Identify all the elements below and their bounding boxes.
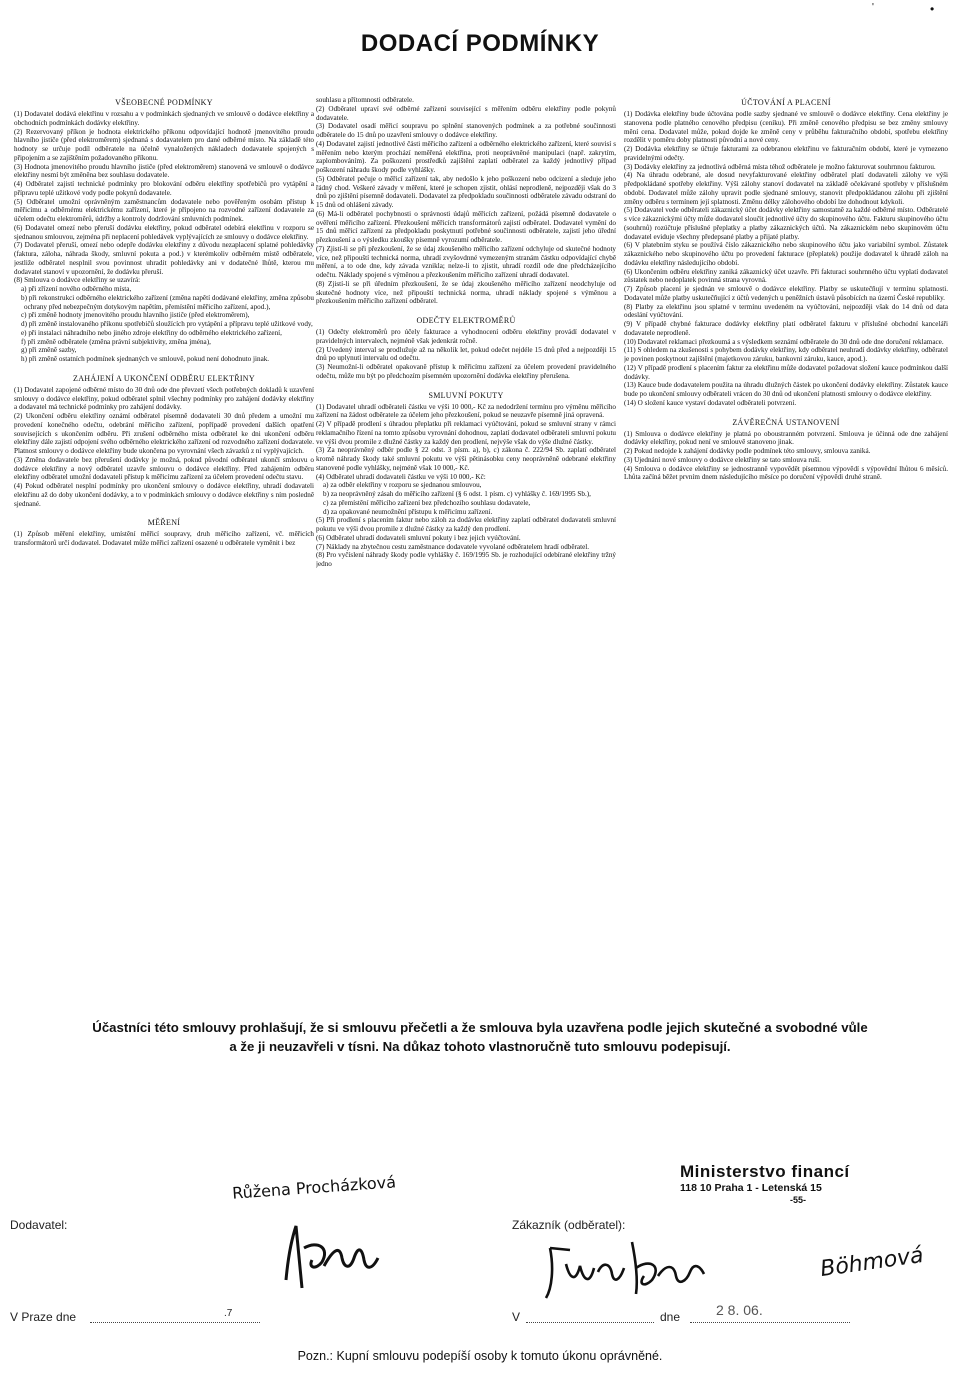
customer-label: Zákazník (odběratel): (512, 1218, 626, 1232)
paragraph: (2) Uvedený interval se prodlužuje až na několik let, pokud odečet nejdéle 15 dnů před a nejpozději 15 dnů po uplynutí intervalu od odečtu. (316, 345, 616, 363)
section-title-final: ZÁVĚREČNÁ USTANOVENÍ (732, 417, 840, 427)
paragraph: (3) Změna dodavatele bez přerušení dodávky je možná, pokud původní odběratel ukončí smlouvu o dodávce elektřiny a nový odběratel uzavře smlouvu o dodávce elektřiny. Před zahájením odběru elektřiny odběratel umožní dodavateli přístup k měřicímu zařízení za účelem provedení odečtu stavu. (14, 455, 314, 482)
declaration-line-2: a že ji neuzavřeli v tísni. Na důkaz tohoto vlastnoručně tuto smlouvu podepisují. (229, 1039, 731, 1054)
stamp-line-3: -55- (790, 1195, 807, 1205)
list-item: g) při změně sazby, (21, 346, 77, 355)
paragraph: souhlasu a přítomnosti odběratele. (316, 96, 414, 104)
corner-mark-2: • (930, 2, 935, 16)
list-item: c) při změně hodnoty jmenovitého proudu hlavního jističe (před elektroměrem), (21, 311, 250, 320)
paragraph: (14) O složení kauce vystaví dodavatel odběrateli potvrzení. (624, 398, 797, 407)
section-title-measuring: MĚŘENÍ (147, 518, 181, 528)
paragraph: (4) Odběratel uhradí dodavateli částku ve výši 10 000,- Kč: (316, 472, 486, 481)
place-label-right: V (512, 1310, 521, 1324)
paragraph: (3) Hodnota jmenovitého proudu hlavního jističe (před elektroměrem) stanovená ve smlouvě o dodávce elektřiny nesmí být změněna bez souhlasu dodavatele. (14, 162, 314, 180)
section-title-billing: ÚČTOVÁNÍ A PLACENÍ (741, 98, 831, 107)
paragraph: (1) Dodávka elektřiny bude účtována podle sazby sjednané ve smlouvě o dodávce elektřiny. Cena elektřiny je stanovena podle platného cenového předpisu (ceníku). Při změně cenového předpisu se bez změny smlouvy mění cena. Dodavatel může, pokud dojde ke změně ceny v průběhu fakturačního období, spotřebu elektřiny rozdělit v poměru doby platnosti původní a nové ceny. (624, 110, 948, 145)
paragraph: (5) Odběratel pečuje o měřicí zařízení tak, aby nedošlo k jeho poškození nebo odcizení a sleduje jeho řádný chod. Veškeré závady v měření, které je schopen zjistit, ohlásí neprodleně, nejpozději však do 3 dnů po zjištění písemně dodavateli. Dodavatel za předpokladu součinnosti odběratele závadu odstraní do 15 dnů od ohlášení závady. (316, 174, 616, 209)
corner-mark-1: ' (872, 2, 874, 13)
customer-signature (540, 1228, 710, 1308)
paragraph: (1) Způsob měření elektřiny, umístění měřicí soupravy, druh měřicího zařízení, vč. měřicích transformátorů určí dodavatel. Dodavatel může měřicí zařízení osazené u odběratele vyměnit i bez (14, 530, 314, 547)
paragraph: (13) Kauce bude dodavatelem použita na úhradu dlužných částek po ukončení dodávky elektřiny. Zůstatek kauce bude po ukončení smlouvy odběrateli vrácen do 30 dnů od ukončení platnosti smlouvy o dodávce elektřiny. (624, 381, 948, 398)
declaration-line-1: Účastníci této smlouvy prohlašují, že si smlouvu přečetli a že smlouva byla uzavřena podle jejich skutečné a svobodné vůle (92, 1020, 868, 1035)
list-item: e) při instalaci náhradního nebo jiného zdroje elektřiny do odběrného elektrického zařízení, (21, 328, 282, 337)
paragraph: (4) Smlouva o dodávce elektřiny se jednostranně vypovědět písemnou výpovědí s výpovědní lhůtou 6 měsíců. Lhůta začíná běžet prvním dnem následujícího měsíce po doručení výpovědi druhé straně. (624, 464, 948, 482)
paragraph: (2) Ukončení odběru elektřiny oznámí odběratel písemně dodavateli 30 dnů předem a umožní mu provedení konečného odečtu, odebrání měřicího zařízení, popřípadě provedení dalších opatření souvisejících s ukončením odběru. Při zrušení odběrného místa odběratel ke dni ukončení odběru elektřiny dále zajistí odpojení svého odběrného elektrického zařízení od rozvodného zařízení dodavatele. Platnost smlouvy o dodávce elektřiny bude ukončena po vyrovnání všech závazků z ní vyplývajících. (14, 412, 314, 455)
paragraph: (8) Pro vyčíslení náhrady škody podle vyhlášky č. 169/1995 Sb. je rozhodující odebírané elektřiny tržný jedno (316, 551, 616, 568)
list-item: f) při změně odběratele (změna právní subjektivity, změna jména), (21, 337, 211, 346)
paragraph: (4) Dodavatel zajistí jednotlivé části měřicího zařízení a odběrného elektrického zařízení, které souvisí s měřením nebo kterým prochází neměřená elektřina, proti neoprávněné manipulaci (např. zakrytím, zaplombováním). Za poškození prostředků zajištění zaplatí odběratel za každý jednotlivý případ poškození náhradu škody podle vyhlášky. (316, 139, 616, 174)
paragraph: (7) Zjistí-li se při přezkoušení, že se údaj zkoušeného měřicího zařízení odchyluje od skutečné hodnoty více, než připouští technická norma, uhradí zvyšovdnné vymezeným stranám částku odpovídající chybě měření, a to ode dne, kdy závada vznikla; nelze-li to zjistit, uhradí rozdíl ode dne předcházejícího odečtu. Náklady spojené s výměnou a přezkoušením měřicího zařízení uhradí dodavatel. (316, 244, 616, 279)
paragraph: (6) Odběratel uhradí dodavateli smluvní pokuty i bez jejich vyúčtování. (316, 533, 521, 542)
paragraph: (12) V případě prodlení s placením faktur za elektřinu může dodavatel požadovat složení kauce podmínkou další dodávky. (624, 363, 948, 381)
ministry-stamp (680, 1162, 930, 1205)
list-item: b) při rekonstrukci odběrného elektrického zařízení (změna napětí dodávané elektřiny, změna způsobu ochrany před nebezpečným dotykovým napětím, přemístění měřicího zařízení, apod.), (21, 293, 314, 311)
date-value-right: 2 8. 06. (716, 1302, 763, 1318)
paragraph: (11) S ohledem na zkušenosti s pohybem dodávky elektřiny, kdy odběratel neuhradí dodávky elektřiny, odběratel je povinen poskytnout zajištění (majetkovou záruku, bankovní záruku, kauce, apod.). (624, 346, 948, 363)
supplier-printed-name: Růžena Procházková (231, 1172, 397, 1203)
paragraph: (2) Rezervovaný příkon je hodnota elektrického příkonu odpovídající hodnotě jmenovitého proudu hlavního jističe (před elektroměrem) sjednaná s dodavatelem pro dané odběrné místo. Na základě této hodnoty se určuje podíl odběratele na účelně vynaložených nákladech dodavatele spojených s připojením a se zajištěním požadovaného příkonu. (14, 127, 314, 162)
section-title-readings: ODEČTY ELEKTROMĚRŮ (416, 316, 516, 325)
stamp-line-1: Ministerstvo financí (680, 1162, 850, 1181)
paragraph: (3) Dodavatel osadí měřicí soupravu po splnění stanovených podmínek a za potřebné součinnosti odběratele do 15 dnů po uzavření smlouvy o dodávce elektřiny. (316, 122, 616, 139)
customer-handwritten-name: Böhmová (818, 1242, 926, 1283)
column-1 (14, 96, 314, 751)
paragraph: (5) Při prodlení s placením faktur nebo záloh za dodávku elektřiny zaplatí odběratel dodavateli smluvní pokutu ve výši dvou promile z dlužné částky za každý den prodlení. (316, 516, 616, 533)
paragraph: (5) Dodavatel vede odběrateli zákaznický účet dodávky elektřiny samostatně za každé odběrné místo. Odběratelé s více zákaznickými účty může dodavatel sloučit jednotlivé účty do skupinového účtu. Fakturu skupinového účtu (souhrnů) rozúčtuje příslušné přeplatky a platby zákaznických účtů. Na zákaznickém nebo skupinovém účtu dodavatel eviduje všechny předepsané platby a přijaté platby. (624, 206, 948, 241)
paragraph: (3) Za neoprávněný odběr podle § 22 odst. 3 písm. a), b), c) zákona č. 222/94 Sb. zaplatí odběratel kromě náhrady škody také smluvní pokutu ve výši pětinásobku ceny neoprávněně odebrané elektřiny stanovené podle vyhlášky, nejméně však 10 000,- Kč. (316, 446, 616, 472)
paragraph: (4) Odběratel zajistí technické podmínky pro blokování odběru elektřiny spotřebičů pro vytápění a přípravu teplé užitkové vody podle pokynů dodavatele. (14, 180, 314, 197)
list-item: d) při změně instalovaného příkonu spotřebičů sloužících pro vytápění a přípravu teplé užitkové vody, (21, 320, 313, 328)
list-item: h) při změně ostatních podmínek sjednaných ve smlouvě, pokud není dohodnuto jinak. (21, 355, 270, 363)
paragraph: (6) Dodavatel omezí nebo přeruší dodávku elektřiny, pokud odběratel odebírá elektřinu v rozporu se sjednanou smlouvou, zejména při neplacení pohledávek vyplývajících ze smlouvy o dodávce elektřiny. (14, 223, 314, 241)
supplier-label: Dodavatel: (10, 1218, 68, 1232)
section-title-start-end: ZAHÁJENÍ A UKONČENÍ ODBĚRU ELEKTŘINY (73, 373, 255, 383)
place-date-left-label: V Praze dne (10, 1310, 77, 1324)
section-title-general: VŠEOBECNÉ PODMÍNKY (115, 98, 213, 107)
paragraph: (6) Má-li odběratel pochybnosti o správnosti údajů měřicích zařízení, požádá písemně dodavatele o ověření měřicího zařízení. Přezkoušení měřicích transformátorů zajistí odběratel. Dodavatel vymění do 15 dnů měřicí zařízení za předpokladu poskytnutí potřebné součinnosti odběratele, zajistí jeho úřední přezkoušení a o výsledku zkoušky písemně vyrozumí odběratele. (316, 209, 616, 244)
paragraph: (3) Neumožní-li odběratel opakovaně přístup k měřicímu zařízení za účelem provedení pravidelného odečtu, může mu být po předchozím písemném upozornění dodávka elektřiny přerušena. (316, 363, 616, 380)
section-title-penalties: SMLUVNÍ POKUTY (428, 390, 504, 400)
paragraph: (4) Pokud odběratel nesplní podmínky pro ukončení smlouvy o dodávce elektřiny, uhradí dodavateli elektřinu až do doby ukončení dodávky, a to v podmínkách smlouvy o dodávce elektřiny s ním posledně sjednané. (14, 482, 314, 508)
paragraph: (3) Ujednání nové smlouvy o dodávce elektřiny se tato smlouva ruší. (624, 455, 821, 464)
paragraph: (7) Náklady na zbytečnou cestu zaměstnance dodavatele vyvolané odběratelem hradí odběratel. (316, 542, 590, 551)
date-line-right (690, 1322, 850, 1323)
place-line-right (526, 1322, 654, 1323)
list-item: a) při zřízení nového odběrného místa, (21, 285, 132, 293)
paragraph: (6) V platebním styku se používá číslo zákaznického nebo skupinového účtu jako variabilní symbol. Zůstatek zákaznického nebo skupinového účtu po provedení fakturace (přeplatek) použije dodavatel k úhradě záloh na dodávku elektřiny následujícího období. (624, 241, 948, 267)
date-label-right: dne (660, 1310, 681, 1324)
paragraph: (6) Ukončením odběru elektřiny zaniká zákaznický účet uzavře. Při fakturaci souhrnného účtu vyplatí dodavatel zůstatek nebo nedoplatek povinná strana vyrovná. (624, 267, 948, 285)
paragraph: (5) Odběratel umožní oprávněným zaměstnancům dodavatele nebo pověřeným osobám přístup k měřicímu a odběrnému elektrickému zařízení, které je připojeno na rozvodné zařízení dodavatele za účelem odečtu elektroměrů, údržby a kontroly dodržování smluvních podmínek. (14, 197, 314, 223)
footnote: Pozn.: Kupní smlouvu podepíší osoby k tomuto úkonu oprávněné. (297, 1349, 663, 1363)
stamp-line-2: 118 10 Praha 1 - Letenská 15 (680, 1182, 822, 1194)
paragraph: (2) Odběratel upraví své odběrné zařízení související s měřením odběru elektřiny podle pokynů dodavatele. (316, 104, 616, 122)
paragraph: (3) Dodávky elektřiny za jednotlivá odběrná místa téhož odběratele je možno fakturovat souhrnnou fakturou. (624, 162, 936, 171)
terms-columns (14, 96, 948, 751)
list-item: c) za přemístění měřicího zařízení bez předchozího souhlasu dodavatele, (323, 498, 531, 507)
column-3 (624, 96, 948, 751)
paragraph: (4) Na úhradu odebrané, ale dosud nevyfakturované elektřiny odběratel platí dodavateli zálohy ve výši předpokládané spotřeby elektřiny. Výši zálohy stanoví dodavatel na základě očekávané spotřeby v příslušném období. Dodavatel může zálohy upravit podle sjednané smlouvy, stanovit předpokládanou zálohu při zjištění změny odběru s termínem její splatnosti. Změnu délky zálohového období lze dohodnout kdykoli. (624, 171, 948, 206)
page-title: DODACÍ PODMÍNKY (360, 30, 600, 57)
list-item: d) za opakované neumožnění přístupu k měřicímu zařízení. (323, 507, 493, 516)
paragraph: (2) Dodávka elektřiny se účtuje fakturami za odebranou elektřinu ve fakturačním období, které je vymezeno pravidelnými odečty. (624, 145, 948, 162)
paragraph: (1) Dodavatel uhradí odběrateli částku ve výši 10 000,- Kč za nedodržení termínu pro výměnu měřicího zařízení na žádost odběratele za účelem jeho přezkoušení, pokud se neuzavře písemně jiná opravená. (316, 402, 616, 420)
declaration (40, 1018, 920, 1056)
paragraph: (2) V případě prodlení s úhradou přeplatku při reklamaci vyúčtování, pokud se smluvní strany v rámci reklamačního řízení na tomto způsobu vyrovnání dohodnou, zaplatí dodavatel odběrateli smluvní pokutu ve výši dvou promile z dlužné částky za každý den prodlení, nejvýše však do výše dlužné částky. (316, 420, 616, 446)
paragraph: (1) Dodavatel zapojené odběrné místo do 30 dnů ode dne převzetí všech potřebných dokladů k uzavření smlouvy o dodávce elektřiny, pokud odběratel splnil všechny podmínky pro zahájení dodávky elektřiny a dodavatel má technické podmínky pro zahájení dodávky. (14, 385, 314, 412)
paragraph: (1) Dodavatel dodává elektřinu v rozsahu a v podmínkách sjednaných ve smlouvě o dodávce elektřiny a obchodních podmínkách dodávky elektřiny. (14, 110, 314, 127)
paragraph: (8) Platby za elektřinu jsou splatné v termínu uvedeném na vyúčtování, nejpozději však do 14 dnů od data odeslání vyúčtování. (624, 302, 948, 320)
paragraph: (2) Pokud nedojde k zahájení dodávky podle podmínek této smlouvy, smlouva zaniká. (624, 447, 871, 455)
list-item: a) za odběr elektřiny v rozporu se sjednanou smlouvou, (323, 481, 482, 490)
paragraph: (7) Způsob placení je sjednán ve smlouvě o dodávce elektřiny. Platby se uskutečňují v termínu splatnosti. Dodavatel může platby uskutečňující z účtů vedených u peněžních ústavů působících na území České republiky. (624, 285, 948, 302)
paragraph: (9) V případě chybné fakturace dodávky elektřiny platí odběratel fakturu v příslušné obchodní kanceláři dodavatele neprodleně. (624, 320, 948, 337)
paragraph: (7) Dodavatel přeruší, omezí nebo odepře dodávku elektřiny z důvodu nezaplacení splatné pohledávky (faktura, záloha, náhrada škody, smluvní pokuta a pod.) v kterémkoliv odběrném místě odběratele, jestliže odběratel nesplnil svou povinnost uhradit pohledávky ani v dodatečné lhůtě, kterou mu dodavatel stanoví v upozornění, že dodávku přeruší. (14, 241, 314, 276)
paragraph: (1) Odečty elektroměrů pro účely fakturace a vyhodnocení odběru elektřiny provádí dodavatel v pravidelných intervalech, nejméně však jedenkrát ročně. (316, 328, 616, 345)
date-line-left (90, 1322, 260, 1323)
date-value-left: .7 (224, 1308, 233, 1319)
list-item: b) za neoprávněný zásah do měřicího zařízení (§ 6 odst. 1 písm. c) vyhlášky č. 169/1995 Sb.), (323, 490, 591, 498)
column-2 (316, 96, 616, 751)
paragraph: (10) Dodavatel reklamaci přezkoumá a s výsledkem seznámí odběratele do 30 dnů ode dne doručení reklamace. (624, 337, 944, 346)
supplier-signature (278, 1218, 388, 1298)
paragraph: (1) Smlouva o dodávce elektřiny je platná po oboustranném potvrzení. Smlouva je účinná ode dne zahájení dodávky elektřiny, pokud není ve smlouvě stanoveno jinak. (624, 429, 948, 447)
paragraph: (8) Smlouva o dodávce elektřiny se uzavírá: (14, 276, 141, 285)
paragraph: (8) Zjistí-li se při úředním přezkoušení, že se údaj zkoušeného měřicího zařízení neodchyluje od skutečné hodnoty více, než připouští technická norma, uhradí náklady spojené s výměnou a přezkoušením měřicího zařízení odběratel. (316, 279, 616, 306)
